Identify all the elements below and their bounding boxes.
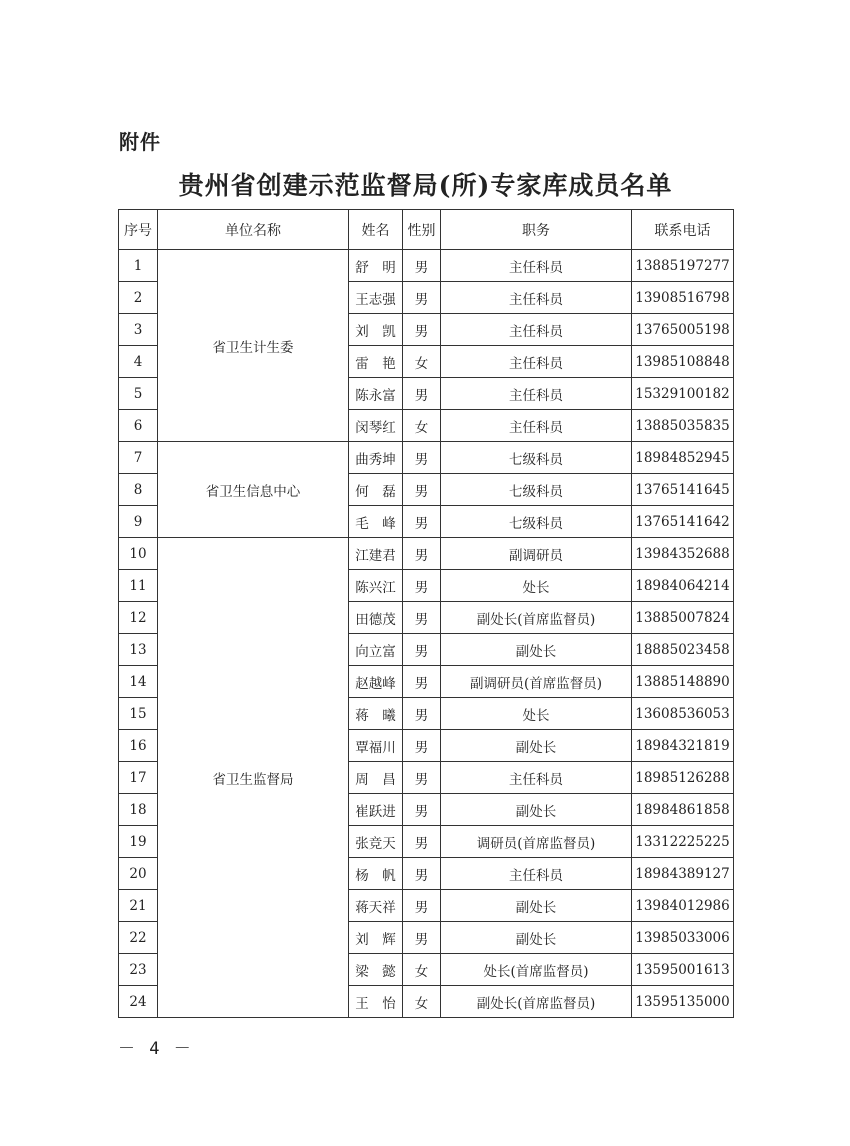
cell-gender: 女 xyxy=(403,346,441,378)
cell-name: 梁 懿 xyxy=(349,954,403,986)
cell-gender: 男 xyxy=(403,698,441,730)
column-header-gender: 性别 xyxy=(403,210,441,250)
cell-position: 处长 xyxy=(441,698,632,730)
cell-gender: 男 xyxy=(403,506,441,538)
cell-position: 七级科员 xyxy=(441,442,632,474)
cell-phone: 13595001613 xyxy=(632,954,734,986)
table-header-row xyxy=(119,210,734,250)
cell-position: 副处长 xyxy=(441,922,632,954)
cell-phone: 18984389127 xyxy=(632,858,734,890)
cell-gender: 男 xyxy=(403,442,441,474)
cell-gender: 男 xyxy=(403,794,441,826)
cell-index: 1 xyxy=(119,250,158,282)
cell-position: 副处长 xyxy=(441,634,632,666)
cell-phone: 18984861858 xyxy=(632,794,734,826)
cell-index: 18 xyxy=(119,794,158,826)
cell-position: 处长 xyxy=(441,570,632,602)
cell-index: 22 xyxy=(119,922,158,954)
cell-gender: 男 xyxy=(403,378,441,410)
cell-position: 主任科员 xyxy=(441,858,632,890)
cell-phone: 13765141642 xyxy=(632,506,734,538)
cell-gender: 男 xyxy=(403,602,441,634)
cell-index: 11 xyxy=(119,570,158,602)
cell-gender: 男 xyxy=(403,730,441,762)
cell-name: 舒 明 xyxy=(349,250,403,282)
cell-name: 王志强 xyxy=(349,282,403,314)
cell-name: 蒋天祥 xyxy=(349,890,403,922)
cell-index: 14 xyxy=(119,666,158,698)
cell-index: 5 xyxy=(119,378,158,410)
cell-unit: 省卫生信息中心 xyxy=(158,442,349,538)
cell-phone: 13595135000 xyxy=(632,986,734,1018)
cell-gender: 男 xyxy=(403,474,441,506)
cell-position: 副处长 xyxy=(441,890,632,922)
cell-phone: 13908516798 xyxy=(632,282,734,314)
cell-unit: 省卫生计生委 xyxy=(158,250,349,442)
cell-gender: 男 xyxy=(403,282,441,314)
cell-phone: 18984321819 xyxy=(632,730,734,762)
cell-index: 20 xyxy=(119,858,158,890)
cell-index: 10 xyxy=(119,538,158,570)
cell-position: 副处长 xyxy=(441,794,632,826)
cell-index: 3 xyxy=(119,314,158,346)
cell-index: 24 xyxy=(119,986,158,1018)
cell-name: 王 怡 xyxy=(349,986,403,1018)
cell-phone: 13885007824 xyxy=(632,602,734,634)
cell-index: 19 xyxy=(119,826,158,858)
cell-gender: 男 xyxy=(403,666,441,698)
cell-phone: 13985108848 xyxy=(632,346,734,378)
cell-name: 刘 辉 xyxy=(349,922,403,954)
cell-phone: 13984012986 xyxy=(632,890,734,922)
cell-phone: 15329100182 xyxy=(632,378,734,410)
cell-position: 副处长(首席监督员) xyxy=(441,602,632,634)
cell-position: 主任科员 xyxy=(441,378,632,410)
cell-position: 处长(首席监督员) xyxy=(441,954,632,986)
attachment-label: 附件 xyxy=(119,130,161,154)
table-row xyxy=(119,538,734,570)
column-header-name: 姓名 xyxy=(349,210,403,250)
cell-phone: 13885197277 xyxy=(632,250,734,282)
cell-gender: 男 xyxy=(403,826,441,858)
cell-position: 副处长(首席监督员) xyxy=(441,986,632,1018)
cell-position: 副调研员(首席监督员) xyxy=(441,666,632,698)
cell-gender: 女 xyxy=(403,954,441,986)
cell-name: 陈兴江 xyxy=(349,570,403,602)
cell-phone: 13985033006 xyxy=(632,922,734,954)
cell-index: 9 xyxy=(119,506,158,538)
cell-position: 主任科员 xyxy=(441,410,632,442)
column-header-phone: 联系电话 xyxy=(632,210,734,250)
cell-gender: 男 xyxy=(403,922,441,954)
cell-phone: 13984352688 xyxy=(632,538,734,570)
cell-position: 主任科员 xyxy=(441,762,632,794)
cell-index: 6 xyxy=(119,410,158,442)
cell-gender: 男 xyxy=(403,890,441,922)
cell-name: 覃福川 xyxy=(349,730,403,762)
cell-name: 周 昌 xyxy=(349,762,403,794)
cell-position: 主任科员 xyxy=(441,282,632,314)
cell-index: 17 xyxy=(119,762,158,794)
cell-position: 副处长 xyxy=(441,730,632,762)
cell-name: 陈永富 xyxy=(349,378,403,410)
cell-index: 21 xyxy=(119,890,158,922)
cell-index: 7 xyxy=(119,442,158,474)
cell-index: 23 xyxy=(119,954,158,986)
cell-name: 蒋 曦 xyxy=(349,698,403,730)
document-title: 贵州省创建示范监督局(所)专家库成员名单 xyxy=(178,171,673,200)
cell-name: 闵琴红 xyxy=(349,410,403,442)
cell-name: 赵越峰 xyxy=(349,666,403,698)
cell-phone: 13608536053 xyxy=(632,698,734,730)
cell-index: 16 xyxy=(119,730,158,762)
cell-phone: 18984852945 xyxy=(632,442,734,474)
cell-unit: 省卫生监督局 xyxy=(158,538,349,1018)
cell-index: 4 xyxy=(119,346,158,378)
cell-index: 2 xyxy=(119,282,158,314)
cell-name: 江建君 xyxy=(349,538,403,570)
cell-position: 七级科员 xyxy=(441,474,632,506)
column-header-position: 职务 xyxy=(441,210,632,250)
cell-name: 雷 艳 xyxy=(349,346,403,378)
column-header-unit: 单位名称 xyxy=(158,210,349,250)
cell-gender: 男 xyxy=(403,314,441,346)
cell-position: 主任科员 xyxy=(441,314,632,346)
cell-gender: 女 xyxy=(403,410,441,442)
cell-name: 杨 帆 xyxy=(349,858,403,890)
cell-gender: 男 xyxy=(403,858,441,890)
cell-gender: 男 xyxy=(403,250,441,282)
cell-index: 8 xyxy=(119,474,158,506)
cell-position: 主任科员 xyxy=(441,250,632,282)
cell-phone: 13312225225 xyxy=(632,826,734,858)
cell-phone: 13885148890 xyxy=(632,666,734,698)
cell-phone: 13885035835 xyxy=(632,410,734,442)
cell-position: 调研员(首席监督员) xyxy=(441,826,632,858)
cell-position: 副调研员 xyxy=(441,538,632,570)
cell-name: 崔跃进 xyxy=(349,794,403,826)
cell-name: 何 磊 xyxy=(349,474,403,506)
cell-phone: 18985126288 xyxy=(632,762,734,794)
cell-name: 曲秀坤 xyxy=(349,442,403,474)
cell-name: 刘 凯 xyxy=(349,314,403,346)
cell-phone: 13765005198 xyxy=(632,314,734,346)
cell-gender: 女 xyxy=(403,986,441,1018)
table-row xyxy=(119,250,734,282)
cell-gender: 男 xyxy=(403,538,441,570)
cell-position: 主任科员 xyxy=(441,346,632,378)
cell-gender: 男 xyxy=(403,762,441,794)
cell-name: 毛 峰 xyxy=(349,506,403,538)
page-number: － 4 － xyxy=(118,1039,193,1059)
cell-phone: 18885023458 xyxy=(632,634,734,666)
cell-name: 田德茂 xyxy=(349,602,403,634)
table-row xyxy=(119,442,734,474)
cell-index: 12 xyxy=(119,602,158,634)
cell-name: 向立富 xyxy=(349,634,403,666)
cell-phone: 18984064214 xyxy=(632,570,734,602)
column-header-index: 序号 xyxy=(119,210,158,250)
cell-name: 张竞天 xyxy=(349,826,403,858)
cell-index: 13 xyxy=(119,634,158,666)
cell-index: 15 xyxy=(119,698,158,730)
cell-gender: 男 xyxy=(403,634,441,666)
expert-roster-table xyxy=(118,209,734,1018)
cell-position: 七级科员 xyxy=(441,506,632,538)
cell-phone: 13765141645 xyxy=(632,474,734,506)
cell-gender: 男 xyxy=(403,570,441,602)
